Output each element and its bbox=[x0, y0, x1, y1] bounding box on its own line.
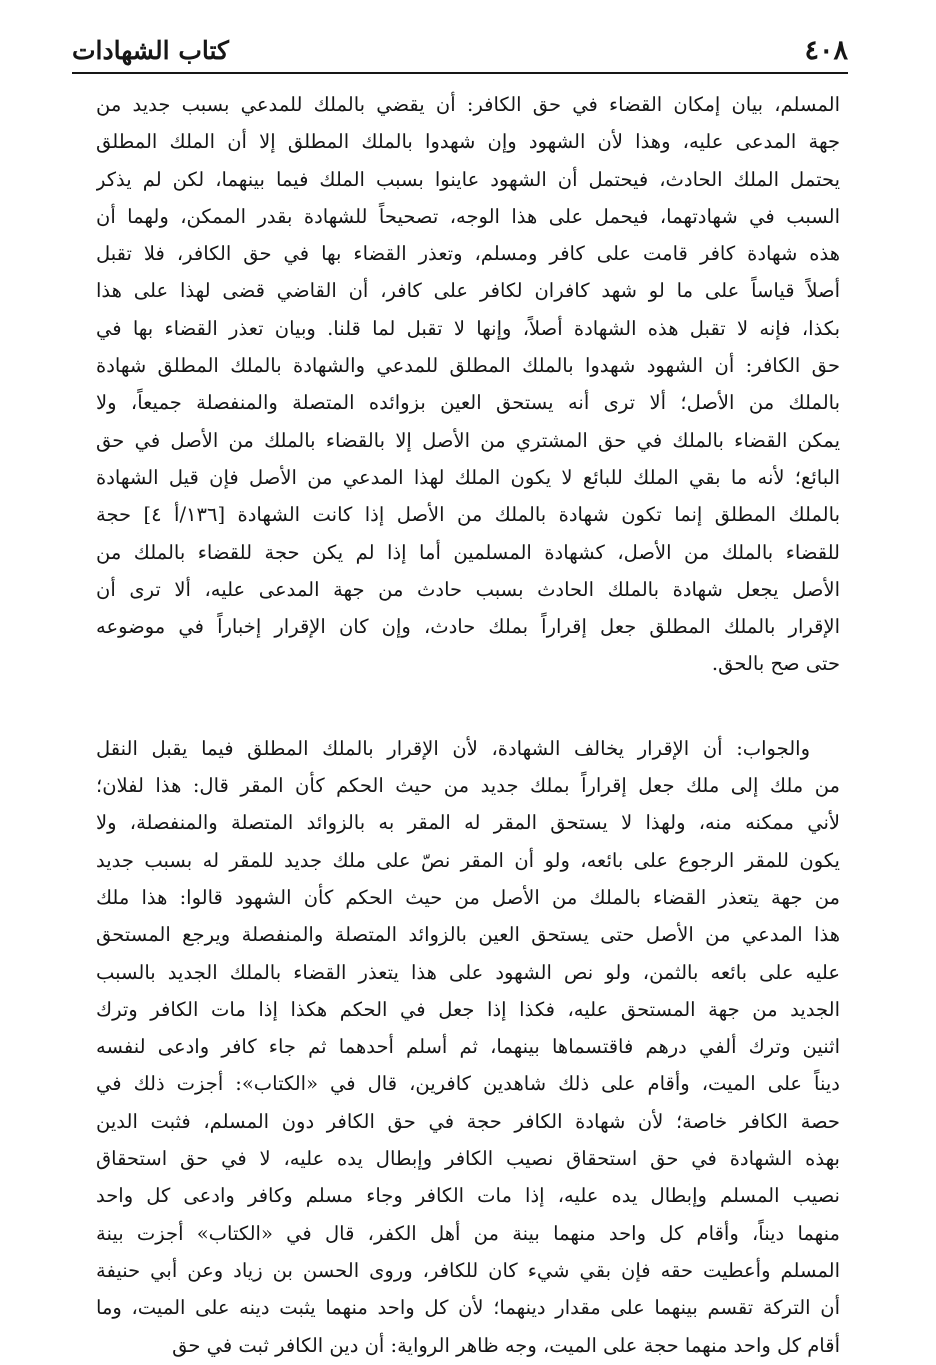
text-line: جهة المدعى عليه، وهذا لأن الشهود وإن شهدوا بالملك المطلق إلا أن الملك المطلق bbox=[96, 130, 840, 154]
text-line: لأني ممكنه منه، ولهذا لا يستحق المقر له المقر به بالزوائد المتصلة والمنفصلة، ولا bbox=[96, 811, 840, 835]
text-line: السبب في شهادتهما، فيحمل على هذا الوجه، تصحيحاً للشهادة بقدر الممكن، ولهما أن bbox=[96, 204, 840, 228]
text-line: أن التركة تقسم بينهما على مقدار دينهما؛ لأن كل واحد منهما يثبت دينه على الميت، وما bbox=[96, 1296, 840, 1320]
text-line: بهذه الشهادة في حق استحقاق نصيب الكافر وإبطال يده عليه، لا في حق استحقاق bbox=[96, 1147, 840, 1171]
text-line: حصة الكافر خاصة؛ لأن شهادة الكافر حجة في حق الكافر دون المسلم، فثبت الدين bbox=[96, 1109, 840, 1133]
text-line: عليه على بائعه بالثمن، ولو نص الشهود على هذا يتعذر القضاء بالملك الجديد بالسبب bbox=[96, 960, 840, 984]
text-line: منهما ديناً، وأقام كل واحد منهما بينة من أهل الكفر، قال في «الكتاب» أجزت بينة bbox=[96, 1221, 840, 1245]
text-line: حتى صح بالحق. bbox=[711, 652, 840, 676]
text-line: بالملك المطلق إنما تكون شهادة بالملك من الأصل إذا كانت الشهادة [١٣٦/أ ٤] حجة bbox=[96, 503, 840, 527]
text-line: اثنين وترك ألفي درهم فاقتسماها بينهما، ثم أسلم أحدهما ثم جاء كافر وادعى لنفسه bbox=[96, 1035, 840, 1059]
text-line: الأصل يجعل شهادة بالملك الحادث بسبب حادث من جهة المدعى عليه، ألا ترى أن bbox=[96, 577, 840, 601]
page-number: ٤٠٨ bbox=[804, 34, 848, 66]
text-line: هذا المدعي من الأصل حتى يستحق العين بالزوائد المتصلة والمنفصلة ويرجع المستحق bbox=[96, 923, 840, 947]
text-line: بكذا، فإنه لا تقبل هذه الشهادة أصلاً، وإنها لا تقبل لما قلنا. وبيان تعذر القضاء بها في bbox=[96, 316, 840, 340]
paragraph-1 bbox=[96, 86, 840, 683]
text-line: الإقرار بالملك المطلق جعل إقراراً بملك حادث، وإن كان الإقرار إخباراً في موضوعه bbox=[96, 615, 840, 639]
running-title: كتاب الشهادات bbox=[72, 35, 229, 65]
paragraph-2 bbox=[96, 730, 840, 1364]
text-line: هذه شهادة كافر قامت على كافر ومسلم، وتعذر القضاء بها في حق الكافر، فلا تقبل bbox=[96, 242, 840, 266]
text-line: حق الكافر: أن الشهود شهدوا بالملك المطلق للمدعي والشهادة بالملك المطلق شهادة bbox=[96, 354, 840, 378]
text-line: للقضاء بالملك من الأصل، كشهادة المسلمين أما إذا لم يكن حجة للقضاء بالملك من bbox=[96, 540, 840, 564]
text-line: من جهة يتعذر القضاء بالملك من الأصل من حيث الحكم كأن الشهود قالوا: هذا ملك bbox=[96, 885, 840, 909]
page-body bbox=[96, 86, 840, 1364]
text-line: يمكن القضاء بالملك في حق المشتري من الأصل إلا بالقضاء بالملك من الأصل في حق bbox=[96, 428, 840, 452]
text-line: يكون للمقر الرجوع على بائعه، ولو أن المقر نصّ على ملك جديد للمقر له بسبب جديد bbox=[96, 848, 840, 872]
text-line: أصلاً قياساً على ما لو شهد كافران لكافر على كافر، أن القاضي قضى لهذا على هذا bbox=[96, 279, 840, 303]
page-header bbox=[72, 28, 848, 74]
text-line: يحتمل الملك الحادث، فيحتمل أن الشهود عاينوا بسبب الملك فيما بينهما، لكن لم يذكر bbox=[96, 167, 840, 191]
text-line: بالملك من الأصل؛ ألا ترى أنه يستحق العين بزوائده المتصلة والمنفصلة جميعاً، ولا bbox=[96, 391, 840, 415]
text-line: المسلم، بيان إمكان القضاء في حق الكافر: أن يقضي بالملك للمدعي بسبب جديد من bbox=[96, 93, 840, 116]
text-line: أقام كل واحد منهما حجة على الميت، وجه ظاهر الرواية: أن دين الكافر ثبت في حق bbox=[172, 1333, 840, 1357]
text-line: نصيب المسلم وإبطال يده عليه، إذا مات الكافر وجاء مسلم وكافر وادعى كل واحد bbox=[96, 1184, 840, 1208]
text-line: الجديد من جهة المستحق عليه، فكذا إذا جعل في الحكم هكذا إذا مات الكافر وترك bbox=[96, 997, 840, 1021]
text-line: المسلم وأعطيت حقه فإن بقي شيء كان للكافر، وروى الحسن بن زياد وعن أبي حنيفة bbox=[96, 1258, 840, 1282]
text-line: ديناً على الميت، وأقام على ذلك شاهدين كافرين، قال في «الكتاب»: أجزت ذلك في bbox=[96, 1072, 840, 1096]
paragraph-gap bbox=[96, 683, 840, 730]
text-line: من ملك إلى ملك جعل إقراراً بملك جديد من حيث الحكم كأن المقر قال: هذا لفلان؛ bbox=[96, 774, 840, 798]
text-line: البائع؛ لأنه ما بقي الملك للبائع لا يكون الملك لهذا المدعي من الأصل فإن قيل الشهادة bbox=[96, 465, 840, 489]
text-line: والجواب: أن الإقرار يخالف الشهادة، لأن الإقرار بالملك المطلق فيما يقبل النقل bbox=[96, 736, 810, 760]
